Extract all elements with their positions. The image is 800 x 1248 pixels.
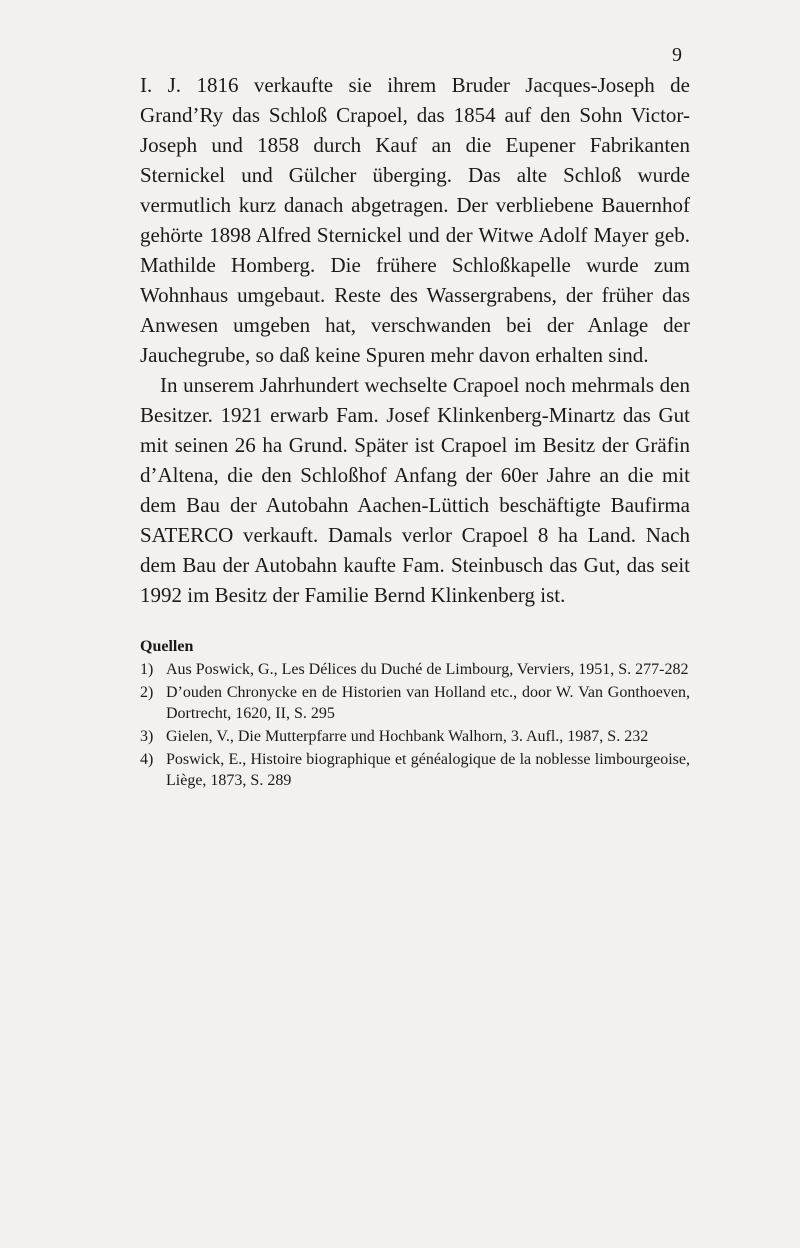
source-item (140, 726, 690, 747)
source-number: 2) (140, 684, 154, 701)
source-text: Poswick, E., Histoire biographique et généalogique de la noblesse limbourgeoise, Liège, 1873, S. 289 (166, 751, 690, 789)
paragraph: In unserem Jahrhundert wechselte Crapoel noch mehrmals den Besitzer. 1921 erwarb Fam. Josef Klinkenberg-Minartz das Gut mit seinen 26 ha Grund. Später ist Crapoel im Besitz der Gräfin d’Altena, die den Schloßhof Anfang der 60er Jahre an die mit dem Bau der Autobahn Aachen-Lüttich beschäftigte Baufirma SATERCO verkauft. Damals verlor Crapoel 8 ha Land. Nach dem Bau der Autobahn kaufte Fam. Steinbusch das Gut, das seit 1992 im Besitz der Familie Bernd Klinkenberg ist. (140, 373, 690, 607)
page-number: 9 (672, 44, 682, 66)
source-number: 1) (140, 661, 154, 678)
source-text: Aus Poswick, G., Les Délices du Duché de Limbourg, Verviers, 1951, S. 277-282 (166, 661, 689, 678)
source-text: Gielen, V., Die Mutterpfarre und Hochbank Walhorn, 3. Aufl., 1987, S. 232 (166, 728, 649, 745)
source-number: 3) (140, 728, 154, 745)
source-text: D’ouden Chronycke en de Historien van Holland etc., door W. Van Gonthoeven, Dortrecht, 1620, II, S. 295 (166, 684, 690, 722)
source-item (140, 749, 690, 791)
sources-title: Quellen (140, 638, 194, 655)
sources-section (140, 636, 690, 791)
main-text (140, 70, 690, 610)
paragraph: I. J. 1816 verkaufte sie ihrem Bruder Jacques-Joseph de Grand’Ry das Schloß Crapoel, das 1854 auf den Sohn Victor-Joseph und 1858 durch Kauf an die Eupener Fabrikanten Sternickel und Gülcher überging. Das alte Schloß wurde vermutlich kurz danach abgetragen. Der verbliebene Bauernhof gehörte 1898 Alfred Sternickel und der Witwe Adolf Mayer geb. Mathilde Homberg. Die frühere Schloßkapelle wurde zum Wohnhaus umgebaut. Reste des Wassergrabens, der früher das Anwesen umgeben hat, verschwanden bei der Anlage der Jauchegrube, so daß keine Spuren mehr davon erhalten sind. (140, 73, 690, 367)
source-item (140, 659, 690, 680)
source-number: 4) (140, 751, 154, 768)
source-item (140, 682, 690, 724)
